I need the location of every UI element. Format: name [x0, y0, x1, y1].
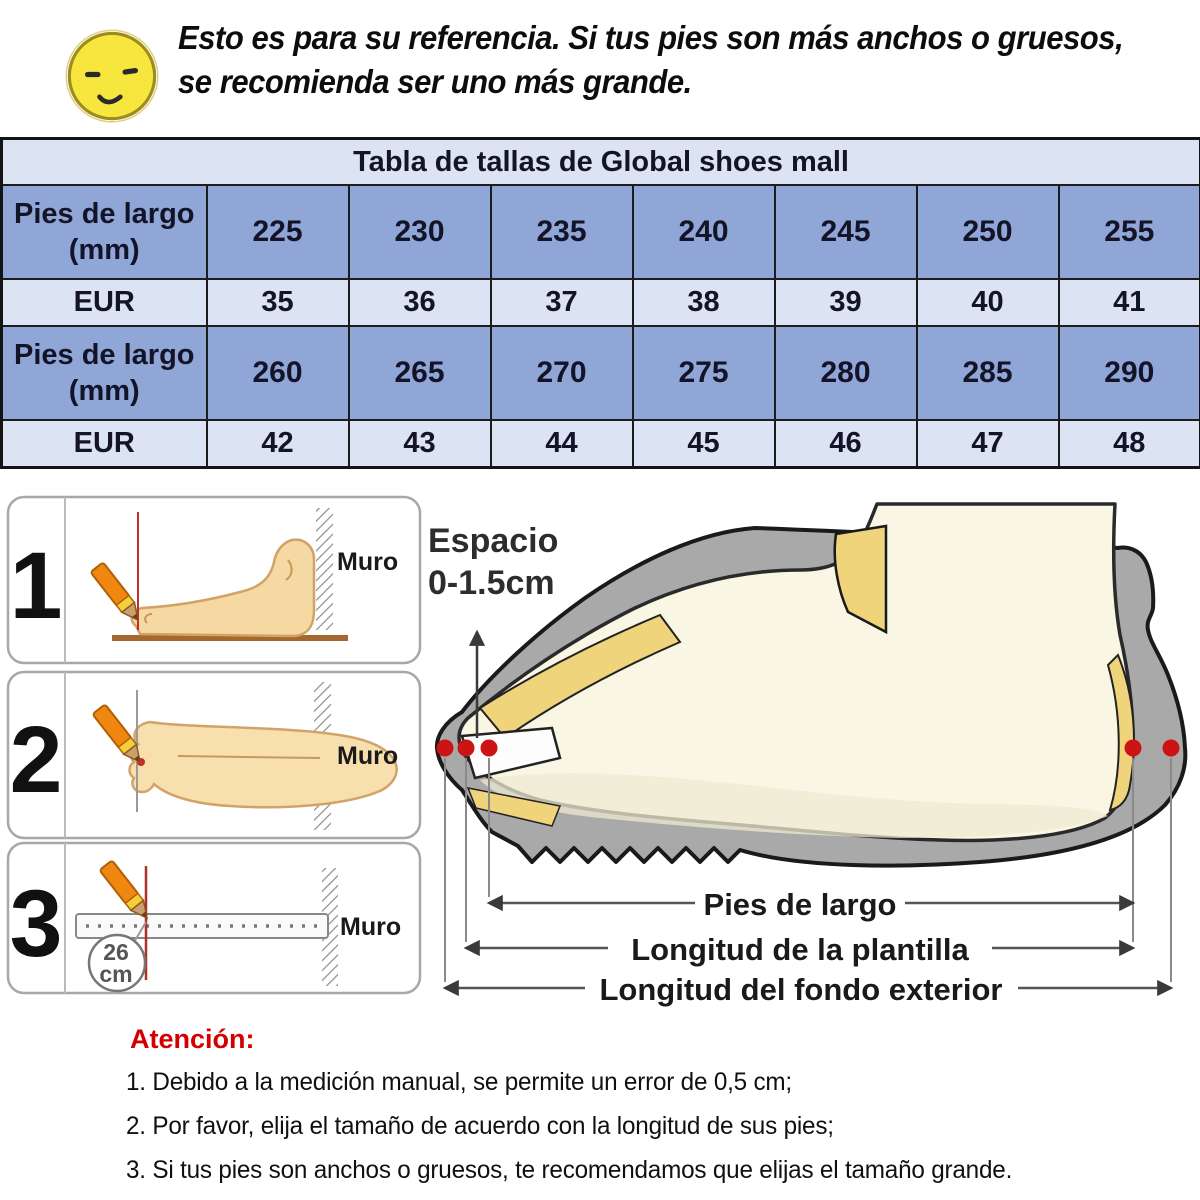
- step-number: 1: [9, 533, 63, 639]
- dimension-label: Pies de largo: [703, 887, 897, 922]
- cell: 225: [207, 185, 349, 279]
- table-row: [2, 420, 1200, 468]
- measure-step-2-panel: [8, 672, 420, 838]
- cell: 48: [1059, 420, 1200, 468]
- space-label-line2: 0-1.5cm: [428, 564, 555, 602]
- row-label: EUR: [2, 420, 207, 468]
- step-number: 3: [9, 871, 63, 977]
- cell: 39: [775, 279, 917, 326]
- ruler-reading-value: 26: [103, 939, 129, 965]
- wall-hatch: [316, 508, 333, 630]
- cell: 255: [1059, 185, 1200, 279]
- cell: 46: [775, 420, 917, 468]
- cell: 37: [491, 279, 633, 326]
- cell: 40: [917, 279, 1059, 326]
- wall-label: Muro: [337, 548, 399, 576]
- cell: 38: [633, 279, 775, 326]
- dimension-label: Longitud del fondo exterior: [599, 972, 1003, 1007]
- measuring-diagram: [0, 490, 1200, 1020]
- page-title: [178, 16, 1137, 104]
- cell: 36: [349, 279, 491, 326]
- dimension-foot-length: [489, 887, 1133, 922]
- attention-note: 3. Si tus pies son anchos o gruesos, te recomendamos que elijas el tamaño grande.: [126, 1156, 1013, 1184]
- cell: 47: [917, 420, 1059, 468]
- dimension-label: Longitud de la plantilla: [631, 932, 969, 967]
- wall-label: Muro: [340, 913, 402, 941]
- cell: 245: [775, 185, 917, 279]
- cell: 265: [349, 326, 491, 420]
- title-line-1: Esto es para su referencia. Si tus pies son más anchos o gruesos,: [178, 19, 1124, 56]
- ruler-reading-unit: cm: [99, 961, 133, 987]
- step-number: 2: [9, 707, 63, 813]
- row-label: Pies de largo (mm): [2, 326, 207, 420]
- wall-label: Muro: [337, 742, 399, 770]
- cell: 45: [633, 420, 775, 468]
- space-label-line1: Espacio: [428, 522, 559, 560]
- cell: 44: [491, 420, 633, 468]
- attention-note: 2. Por favor, elija el tamaño de acuerdo con la longitud de sus pies;: [126, 1112, 834, 1140]
- attention-title: Atención:: [130, 1024, 255, 1054]
- measure-step-1-panel: [8, 497, 420, 663]
- cell: 235: [491, 185, 633, 279]
- cell: 41: [1059, 279, 1200, 326]
- row-label: Pies de largo (mm): [2, 185, 207, 279]
- table-row: [2, 326, 1200, 420]
- cell: 240: [633, 185, 775, 279]
- table-title-row: [2, 139, 1200, 186]
- row-label: EUR: [2, 279, 207, 326]
- cell: 285: [917, 326, 1059, 420]
- cell: 280: [775, 326, 917, 420]
- table-title: Tabla de tallas de Global shoes mall: [2, 139, 1200, 186]
- size-chart-table: [0, 137, 1200, 469]
- cell: 270: [491, 326, 633, 420]
- cell: 275: [633, 326, 775, 420]
- cell: 230: [349, 185, 491, 279]
- table-row: [2, 279, 1200, 326]
- smiley-face-icon: [60, 22, 164, 126]
- cell: 250: [917, 185, 1059, 279]
- attention-note: 1. Debido a la medición manual, se permite un error de 0,5 cm;: [126, 1068, 792, 1096]
- measure-step-3-panel: [8, 843, 420, 993]
- title-line-2: se recomienda ser uno más grande.: [178, 63, 692, 100]
- smiley-eye-left: [85, 72, 101, 77]
- dimension-insole-length: [466, 932, 1133, 967]
- dimension-outsole-length: [445, 972, 1171, 1007]
- shoe-cross-section: [428, 504, 1185, 1007]
- cell: 43: [349, 420, 491, 468]
- cell: 35: [207, 279, 349, 326]
- cell: 260: [207, 326, 349, 420]
- cell: 42: [207, 420, 349, 468]
- table-row: [2, 185, 1200, 279]
- cell: 290: [1059, 326, 1200, 420]
